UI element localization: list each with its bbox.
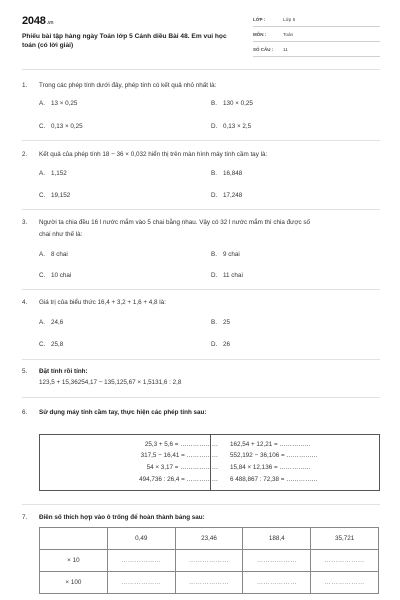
row-label: × 10 — [40, 550, 108, 572]
question-divider — [22, 209, 380, 210]
calc-item[interactable]: 552,192 − 36,106 = …………… — [230, 452, 318, 459]
question-number: 7. — [22, 514, 28, 521]
question-divider — [22, 359, 380, 360]
question-number: 1. — [22, 82, 28, 89]
blank-cell[interactable]: ……………… — [175, 550, 243, 572]
calc-item[interactable]: 317,5 − 16,41 = …………… — [140, 452, 218, 459]
info-row-count — [253, 44, 380, 57]
calc-item[interactable]: 6 488,867 : 72,38 = …………… — [230, 476, 318, 483]
question-divider — [22, 397, 380, 398]
blank-cell[interactable]: ……………… — [311, 572, 379, 594]
row-label: × 100 — [40, 572, 108, 594]
table-cell: 0,49 — [107, 528, 175, 550]
blank-cell[interactable]: ……………… — [311, 550, 379, 572]
question-text: Đặt tính rồi tính: — [39, 368, 88, 375]
site-logo[interactable]: 2048.vn — [22, 15, 54, 27]
question-text: Giá trị của biểu thức 16,4 + 3,2 + 1,6 + 4,8 là: — [39, 299, 166, 306]
table-cell: 188,4 — [243, 528, 311, 550]
info-label: LỚP : — [253, 17, 266, 22]
question-text-continued: chai như thế là: — [39, 231, 83, 238]
calc-item[interactable]: 54 × 3,17 = ……………… — [146, 464, 218, 471]
question-text: Người ta chia đều 16 l nước mắm vào 5 chai bằng nhau. Vậy có 32 l nước mắm thì chia được số — [39, 219, 311, 226]
blank-cell[interactable]: ……………… — [175, 572, 243, 594]
info-row-subject — [253, 29, 380, 42]
question-number: 3. — [22, 219, 28, 226]
question-text: Kết quả của phép tính 18 − 36 × 0,032 hiển thị trên màn hình máy tính cầm tay là: — [39, 151, 268, 158]
calculation-expression: 123,5 + 15,36254,17 − 135,125,67 × 1,5131,6 : 2,8 — [39, 379, 182, 386]
info-row-class — [253, 14, 380, 27]
question-number: 4. — [22, 299, 28, 306]
info-value: Lớp 5 — [283, 17, 296, 22]
table-cell: 23,46 — [175, 528, 243, 550]
table-header-row — [40, 528, 379, 550]
blank-cell[interactable]: ……………… — [243, 572, 311, 594]
calc-item[interactable]: 494,736 : 26,4 = …………… — [139, 476, 218, 483]
question-number: 2. — [22, 151, 28, 158]
question-text: Trong các phép tính dưới đây, phép tính có kết quả nhỏ nhất là: — [39, 82, 217, 89]
question-number: 5. — [22, 368, 28, 375]
table-cell — [40, 528, 108, 550]
info-value: Toán — [283, 32, 294, 37]
table-row — [40, 572, 379, 594]
calc-item[interactable]: 25,3 + 5,6 = ……………… — [144, 441, 218, 448]
info-value: 11 — [283, 47, 288, 52]
question-divider — [22, 140, 380, 141]
blank-cell[interactable]: ……………… — [107, 550, 175, 572]
worksheet-page: 2048.vn Phiếu bài tập hàng ngày Toán lớp 5 Cánh diều Bài 48. Em vui học toán (có lời giải) LỚP : Lớp 5 MÔN : Toán SỐ CÂU : 11 1. Trong các phép tính dưới đây, phép tính có kết quả nhỏ nhất là: A. 13 × 0,25 B. 130 × 0,25 C. 0,13 × 0,25 D. 0,13 × 2,5 2. Kết quả của phép tính 18 − 36 × 0,032 hiển thị trên màn hình máy tính cầm tay là: A. 1,152 B. 16,848 C. 19,152 D. 17,248 3. Người ta chia đều 16 l nước mắm vào 5 chai bằng nhau. Vậy có 32 l nước mắm thì chia được số chai như thế là: A. 8 chai B. 9 chai C. 10 chai D. 11 chai 4. Giá trị của biểu thức 16,4 + 3,2 + 1,6 + 4,8 là: A. 24,6 B. 25 C. 25,8 D. 26 5. Đặt tính rồi tính: 123,5 + 15,36254,17 − 135,125,67 × 1,5131,6 : 2,8 6. Sử dụng máy tính cầm tay, thực hiện các phép tính sau: 25,3 + 5,6 = ……………… 317,5 − 16,41 = …………… 54 × 3,17 = ……………… 494,736 : 26,4 = …………… 162,54 + 12,21 = …………… 552,192 − 36,106 = …………… 15,84 × 12,136 = …………… 6 488,867 : 72,38 = …………… 7. Điền số thích hợp vào ô trống để hoàn thành bảng sau: 0,49 23,46 188,4 35,721 × 10 ……………… ……………… ……………… ……………… × 100 ……………… ……………… ……………… ……………… — [0, 0, 400, 600]
question-divider — [22, 504, 380, 505]
question-divider — [22, 289, 380, 290]
question-text: Sử dụng máy tính cầm tay, thực hiện các phép tính sau: — [39, 409, 207, 416]
table-cell: 35,721 — [311, 528, 379, 550]
info-label: MÔN : — [253, 32, 267, 37]
calc-item[interactable]: 15,84 × 12,136 = …………… — [230, 464, 311, 471]
page-title: Phiếu bài tập hàng ngày Toán lớp 5 Cánh diều Bài 48. Em vui học toán (có lời giải) — [22, 33, 227, 49]
question-text: Điền số thích hợp vào ô trống để hoàn thành bảng sau: — [39, 514, 205, 521]
fill-in-table — [39, 527, 379, 594]
worksheet-header — [0, 0, 400, 64]
header-divider — [22, 69, 380, 70]
blank-cell[interactable]: ……………… — [107, 572, 175, 594]
table-row — [40, 550, 379, 572]
calc-item[interactable]: 162,54 + 12,21 = …………… — [230, 441, 311, 448]
blank-cell[interactable]: ……………… — [243, 550, 311, 572]
info-label: SỐ CÂU : — [253, 47, 274, 52]
question-number: 6. — [22, 409, 28, 416]
